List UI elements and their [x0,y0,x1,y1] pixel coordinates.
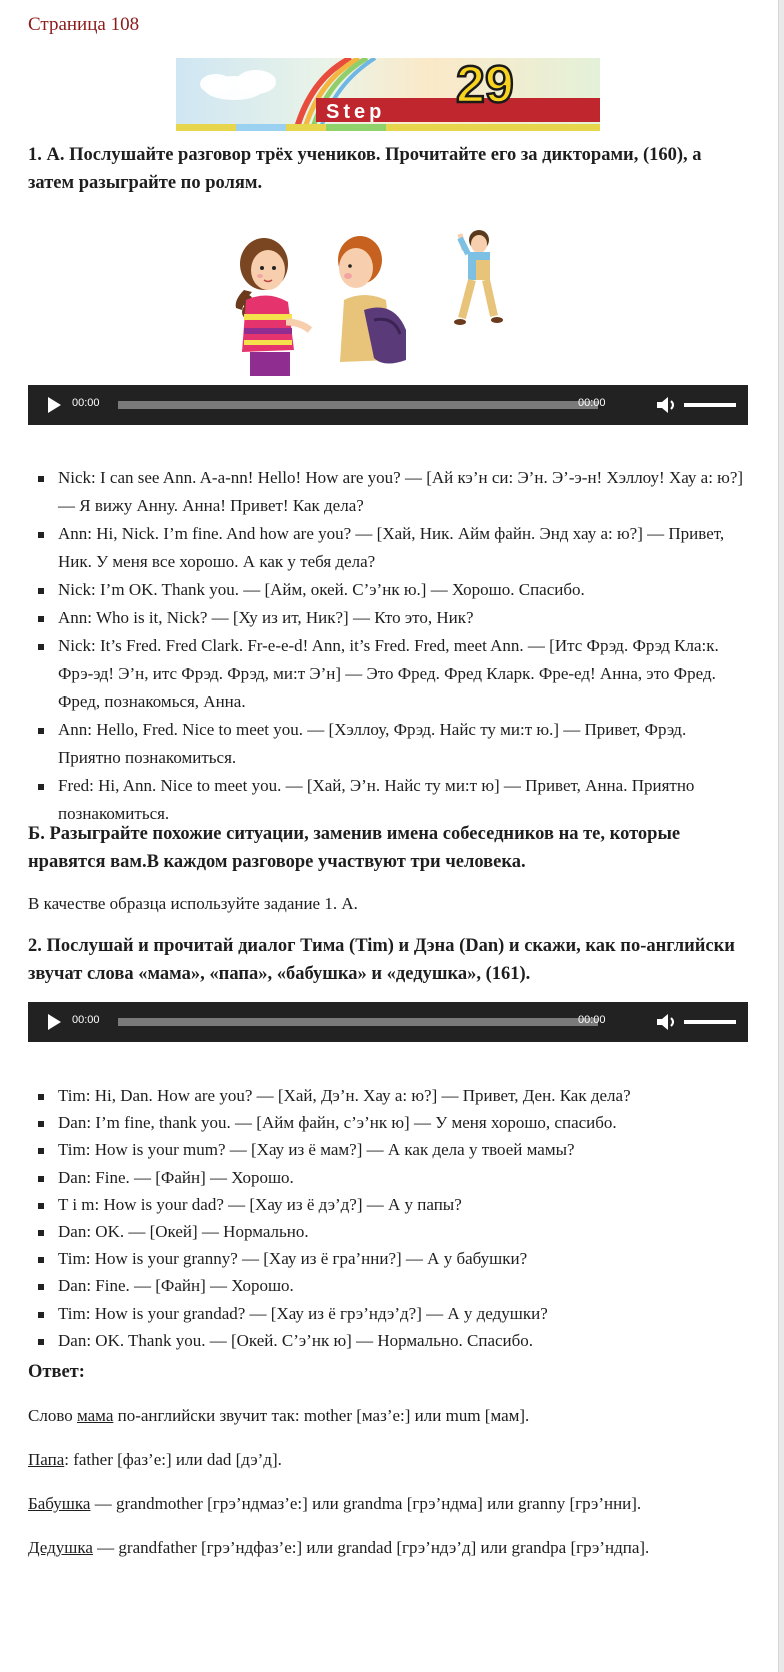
list-item: Dan: OK. — [Окей] — Нормально. [28,1218,748,1245]
list-item: Tim: How is your mum? — [Хау из ё мам?] — А как дела у твоей мамы? [28,1136,748,1163]
answer-heading: Ответ: [28,1362,85,1382]
list-item: Tim: How is your grandad? — [Хау из ё грэ’ндэ’д?] — А у дедушки? [28,1300,748,1327]
list-item: Tim: How is your granny? — [Хау из ё гра’нни?] — А у бабушки? [28,1245,748,1272]
current-time: 00:00 [72,1014,100,1026]
current-time: 00:00 [72,397,100,409]
page-label: Страница 108 [28,14,140,35]
answer-keyword: мама [76,1406,114,1425]
list-item: Dan: OK. Thank you. — [Окей. С’э’нк ю] — Нормально. Спасибо. [28,1327,748,1354]
boy-figure [338,236,406,364]
fred-figure [454,230,503,325]
progress-track[interactable] [118,1018,598,1026]
children-image [224,230,544,390]
answer-text: по-английски звучит так: mother [маз’е:] или mum [мам]. [113,1406,530,1425]
answer-keyword: Бабушка [28,1494,91,1513]
list-item: Dan: Fine. — [Файн] — Хорошо. [28,1164,748,1191]
answer-text: — grandmother [грэ’ндмаз’е:] или grandma [грэ’ндма] или granny [грэ’нни]. [90,1494,642,1513]
step-banner [176,58,600,131]
task-1b-heading: Б. Разыграйте похожие ситуации, заменив имена собеседников на те, которые нравятся вам.В каждом разговоре участвуют три человека. [28,824,681,872]
volume-icon[interactable] [656,1013,678,1031]
answer-dedushka [28,1536,768,1560]
task-1a-heading: 1. А. Послушайте разговор трёх учеников. Прочитайте его за дикторами, (160), а затем разыграйте по ролям. [28,145,702,193]
play-icon[interactable] [48,1014,61,1030]
list-item: Dan: Fine. — [Файн] — Хорошо. [28,1272,748,1299]
list-item: Ann: Hello, Fred. Nice to meet you. — [Хэллоу, Фрэд. Найс ту ми:т ю.] — Привет, Фрэд. Приятно познакомиться. [28,716,748,772]
audio-player-2 [28,1002,748,1042]
task-2-heading: 2. Послушай и прочитай диалог Тима (Tim) и Дэна (Dan) и скажи, как по-английски звучат слова «мама», «папа», «бабушка» и «дедушка», (161). [28,936,735,984]
volume-slider[interactable] [684,1020,736,1024]
task-1b-note: В качестве образца используйте задание 1. А. [28,894,358,913]
banner-graphic [176,58,600,131]
banner-number: 29 [456,58,514,114]
audio-player-1 [28,385,748,425]
banner-step-text: Step [326,101,386,123]
list-item: Ann: Hi, Nick. I’m fine. And how are you? — [Хай, Ник. Айм файн. Энд хау а: ю?] — Привет, Ник. У меня все хорошо. А как у тебя дела? [28,520,748,576]
list-item: Dan: I’m fine, thank you. — [Айм файн, с’э’нк ю] — У меня хорошо, спасибо. [28,1109,748,1136]
answer-text: — grandfather [грэ’ндфаз’е:] или grandad [грэ’ндэ’д] или grandpa [грэ’ндпа]. [92,1538,650,1557]
dialog-2-list [28,1082,748,1354]
answer-papa [28,1448,768,1472]
list-item: Fred: Hi, Ann. Nice to meet you. — [Хай, Э’н. Найс ту ми:т ю] — Привет, Анна. Приятно познакомиться. [28,772,748,828]
volume-slider[interactable] [684,403,736,407]
progress-track[interactable] [118,401,598,409]
answer-text: : father [фаз’е:] или dad [дэ’д]. [64,1450,282,1469]
children-illustration [224,230,544,390]
list-item: T i m: How is your dad? — [Хау из ё дэ’д?] — А у папы? [28,1191,748,1218]
play-icon[interactable] [48,397,61,413]
list-item: Nick: I can see Ann. A-a-nn! Hello! How are you? — [Ай кэ’н си: Э’н. Э’-э-н! Хэллоу! Хау а: ю?] — Я вижу Анну. Анна! Привет! Как дела? [28,464,748,520]
dialog-1-list [28,464,748,828]
list-item: Ann: Who is it, Nick? — [Ху из ит, Ник?] — Кто это, Ник? [28,604,748,632]
answer-text: Слово [28,1406,77,1425]
volume-icon[interactable] [656,396,678,414]
duration-time: 00:00 [578,1014,606,1026]
answer-keyword: Папа [28,1450,65,1469]
list-item: Nick: It’s Fred. Fred Clark. Fr-e-e-d! Ann, it’s Fred. Fred, meet Ann. — [Итс Фрэд. Фрэд Кла:к. Фрэ-эд! Э’н, итс Фрэд. Фрэд, ми:т Э’н] — Это Фред. Фред Кларк. Фре-ед! Анна, это Фред. Фред, познакомься, Анна. [28,632,748,716]
list-item: Nick: I’m OK. Thank you. — [Айм, окей. С’э’нк ю.] — Хорошо. Спасибо. [28,576,748,604]
girl-figure [236,238,310,376]
answer-mama [28,1404,768,1428]
scrollbar[interactable] [778,0,784,1672]
list-item: Tim: Hi, Dan. How are you? — [Хай, Дэ’н. Хау а: ю?] — Привет, Ден. Как дела? [28,1082,748,1109]
answer-keyword: Дедушка [28,1538,93,1557]
answer-babushka [28,1492,768,1516]
duration-time: 00:00 [578,397,606,409]
